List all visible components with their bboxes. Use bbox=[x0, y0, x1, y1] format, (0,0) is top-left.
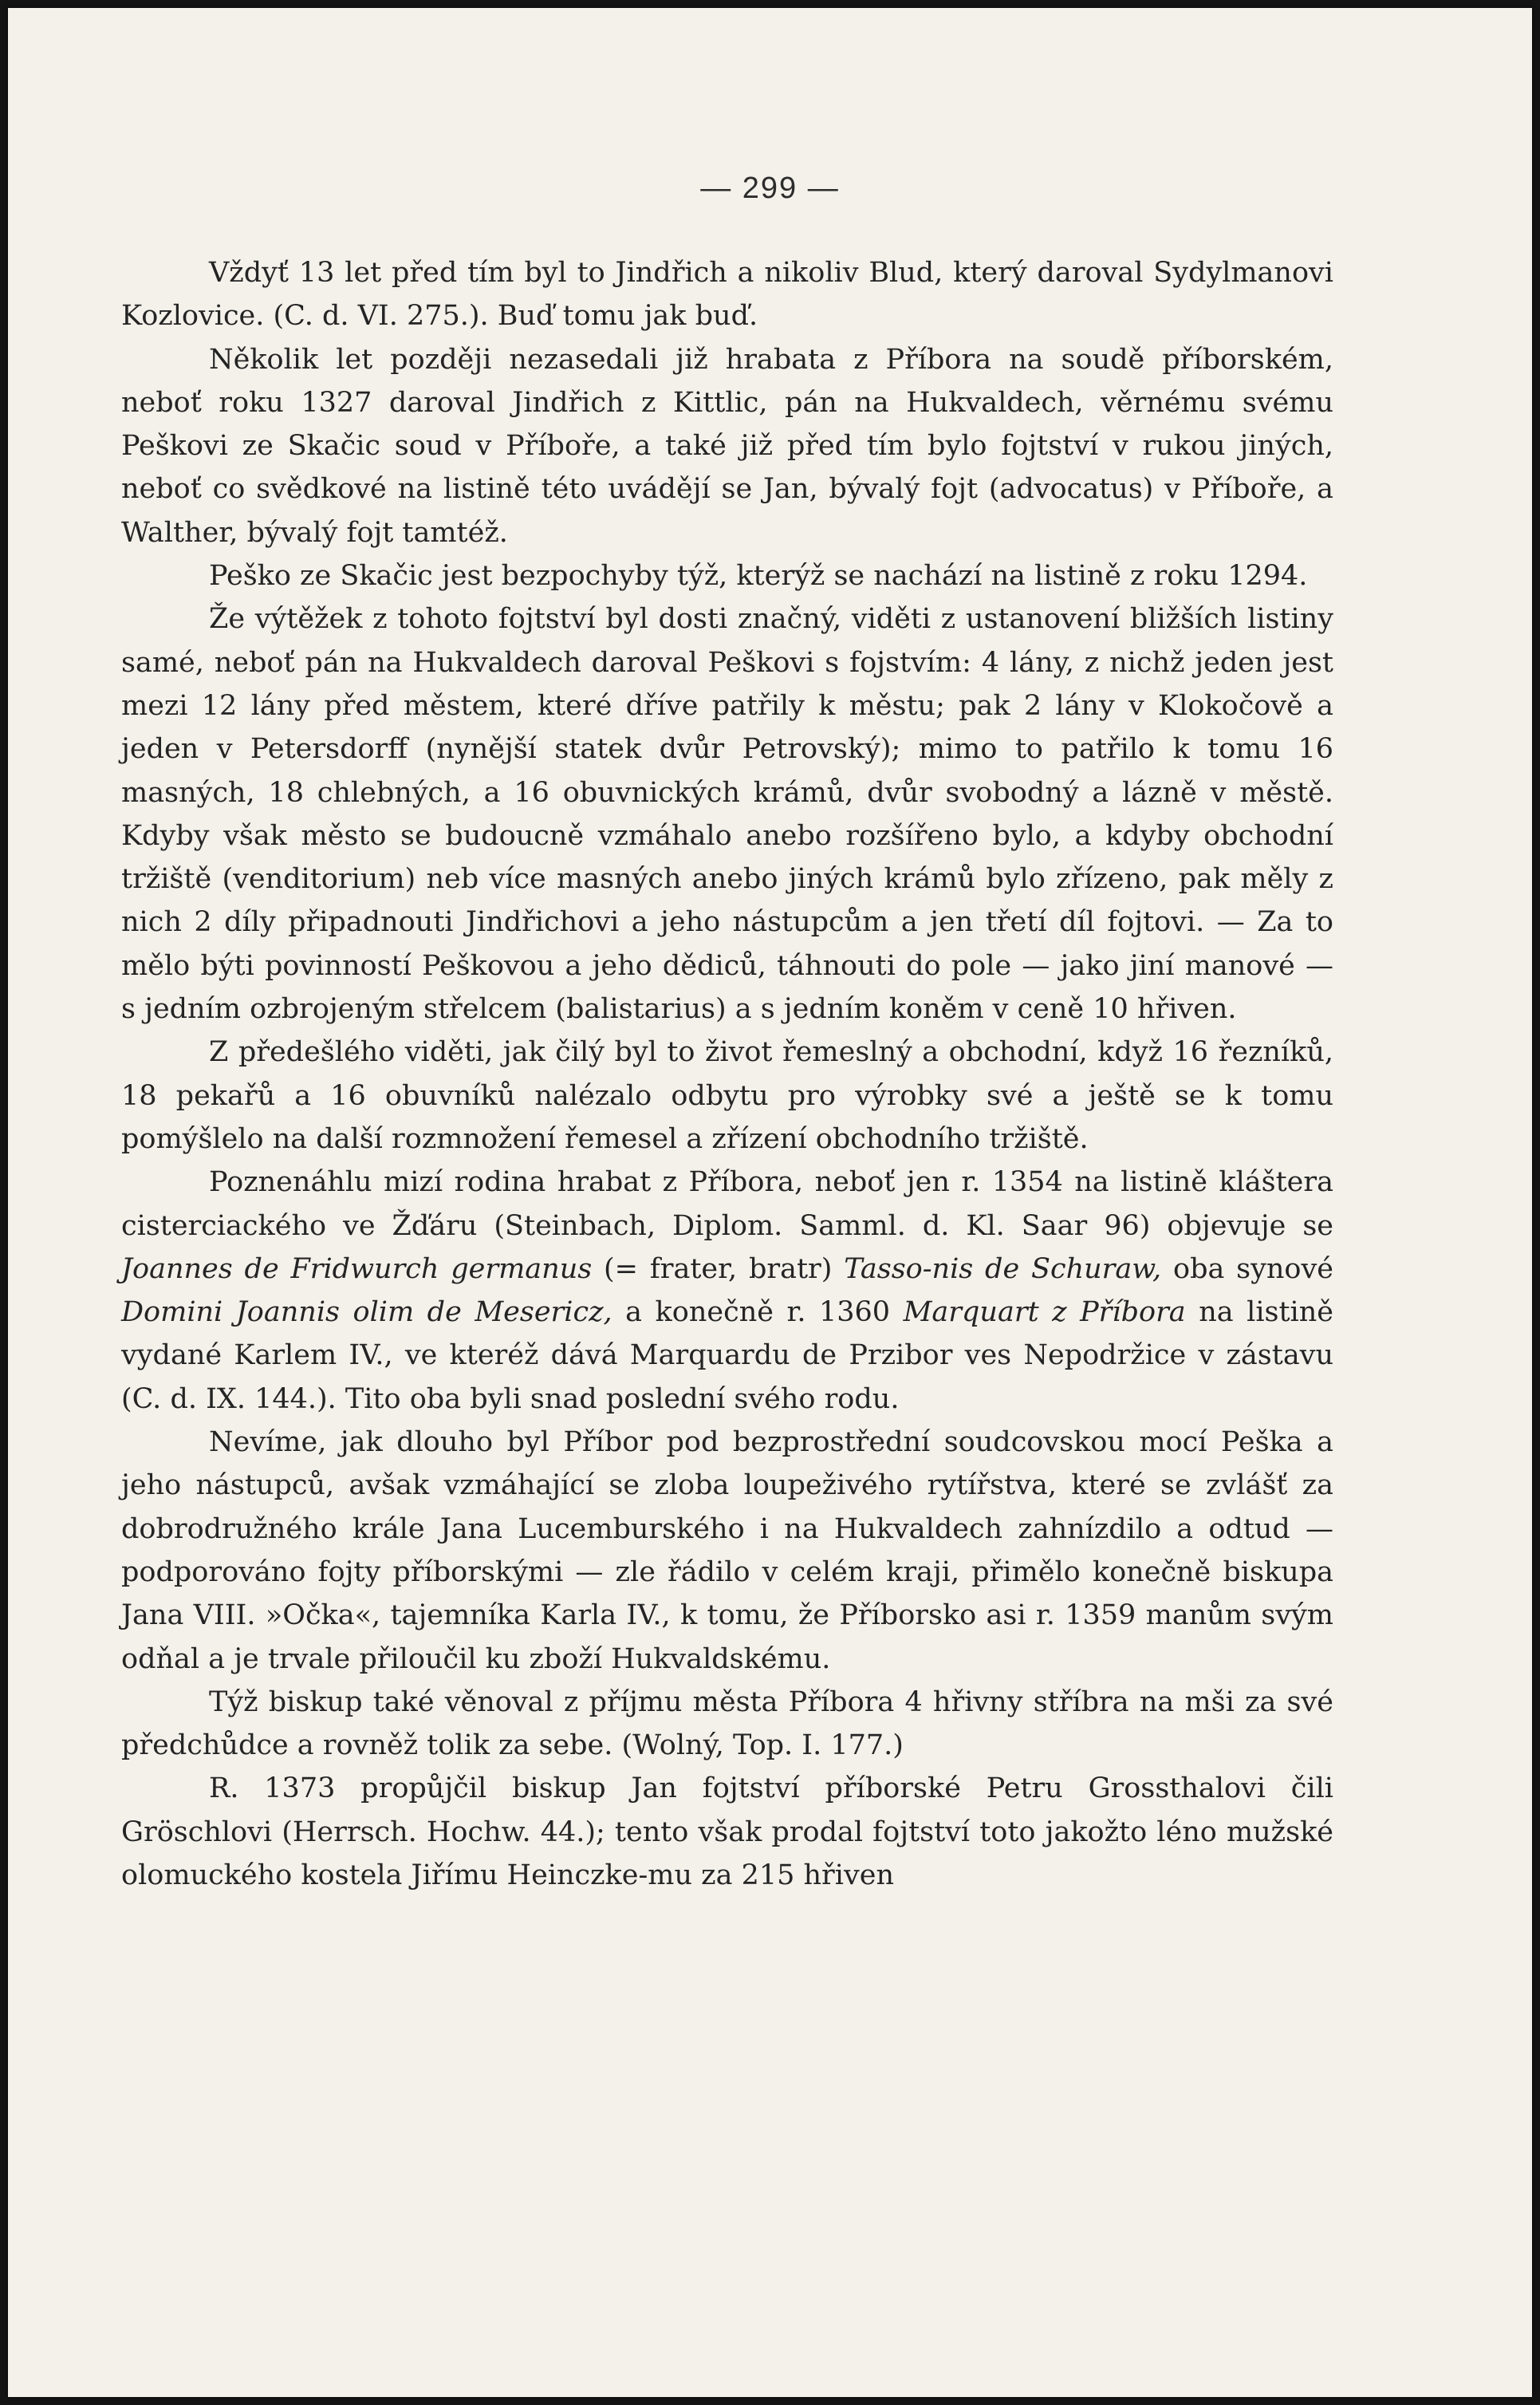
paragraph-2: Několik let později nezasedali již hrabata z Příbora na soudě příborském, neboť roku 1327 daroval Jindřich z Kittlic, pán na Hukvaldech, věrnému svému Peškovi ze Skačic soud v Příboře, a také již před tím bylo fojtství v rukou jiných, neboť co svědkové na listině této uvádějí se Jan, bývalý fojt (advocatus) v Příboře, a Walther, bývalý fojt tamtéž. bbox=[121, 343, 1333, 549]
paragraph-6-text-c: oba synové bbox=[1161, 1252, 1333, 1285]
paragraph-8: Týž biskup také věnoval z příjmu města Příbora 4 hřivny stříbra na mši za své předchůdce a rovněž tolik za sebe. (Wolný, Top. I. 177.) bbox=[121, 1685, 1333, 1762]
paragraph-9: R. 1373 propůjčil biskup Jan fojtství příborské Petru Grossthalovi čili Gröschlovi (Herrsch. Hochw. 44.); tento však prodal fojtství toto jakožto léno mužské olomuckého kostela Jiřímu Heinczke-mu za 215 hřiven bbox=[121, 1772, 1333, 1891]
italic-name-marquart: Marquart z Příbora bbox=[903, 1296, 1186, 1329]
page-number: — 299 — bbox=[700, 172, 840, 205]
body-text bbox=[121, 251, 1333, 1897]
paragraph-3: Peško ze Skačic jest bezpochyby týž, kterýž se nachází na listině z roku 1294. bbox=[209, 560, 1308, 593]
italic-name-tasso: Tasso-nis de Schuraw, bbox=[844, 1252, 1162, 1285]
paragraph-6-text-d: a konečně r. 1360 bbox=[612, 1296, 904, 1329]
paragraph-6-text-b: (= frater, bratr) bbox=[592, 1252, 845, 1285]
italic-name-domini: Domini Joannis olim de Mesericz, bbox=[121, 1296, 612, 1329]
paragraph-6-text-a: Poznenáhlu mizí rodina hrabat z Příbora, neboť jen r. 1354 na listině kláštera cisterciackého ve Žďáru (Steinbach, Diplom. Samml. d. Kl. Saar 96) objevuje se bbox=[121, 1166, 1333, 1242]
paragraph-1: Vždyť 13 let před tím byl to Jindřich a nikoliv Blud, který daroval Sydylmanovi Kozlovice. (C. d. VI. 275.). Buď tomu jak buď. bbox=[121, 257, 1333, 333]
paragraph-6 bbox=[121, 1161, 1333, 1421]
paragraph-5: Z předešlého viděti, jak čilý byl to život řemeslný a obchodní, když 16 řezníků, 18 pekařů a 16 obuvníků nalézalo odbytu pro výrobky své a ještě se k tomu pomýšlelo na další rozmnožení řemesel a zřízení obchodního tržiště. bbox=[121, 1036, 1333, 1155]
book-page bbox=[8, 8, 1532, 2397]
paragraph-6-text-e: na listině vydané Karlem IV., ve kteréž dává Marquardu de Przibor ves Nepodržice v zástavu (C. d. IX. 144.). Tito oba byli snad poslední svého rodu. bbox=[121, 1296, 1333, 1415]
paragraph-4: Že výtěžek z tohoto fojtství byl dosti značný, viděti z ustanovení bližších listiny samé, neboť pán na Hukvaldech daroval Peškovi s fojstvím: 4 lány, z nichž jeden jest mezi 12 lány před městem, které dříve patřily k městu; pak 2 lány v Klokočově a jeden v Petersdorff (nynější statek dvůr Petrovský); mimo to patřilo k tomu 16 masných, 18 chlebných, a 16 obuvnických krámů, dvůr svobodný a lázně v městě. Kdyby však město se budoucně vzmáhalo anebo rozšířeno bylo, a kdyby obchodní tržiště (venditorium) neb více masných anebo jiných krámů bylo zřízeno, pak měly z nich 2 díly připadnouti Jindřichovi a jeho nástupcům a jen třetí díl fojtovi. — Za to mělo býti povinností Peškovou a jeho dědiců, táhnouti do pole — jako jiní manové — s jedním ozbrojeným střelcem (balistarius) a s jedním koněm v ceně 10 hřiven. bbox=[121, 603, 1333, 1026]
paragraph-7: Nevíme, jak dlouho byl Příbor pod bezprostřední soudcovskou mocí Peška a jeho nástupců, avšak vzmáhající se zloba loupeživého rytířstva, které se zvlášť za dobrodružného krále Jana Lucemburského i na Hukvaldech zahnízdilo a odtud — podporováno fojty příborskými — zle řádilo v celém kraji, přimělo konečně biskupa Jana VIII. »Očka«, tajemníka Karla IV., k tomu, že Příborsko asi r. 1359 manům svým odňal a je trvale přiloučil ku zboží Hukvaldskému. bbox=[121, 1426, 1333, 1675]
italic-name-joannes: Joannes de Fridwurch germanus bbox=[121, 1252, 593, 1285]
